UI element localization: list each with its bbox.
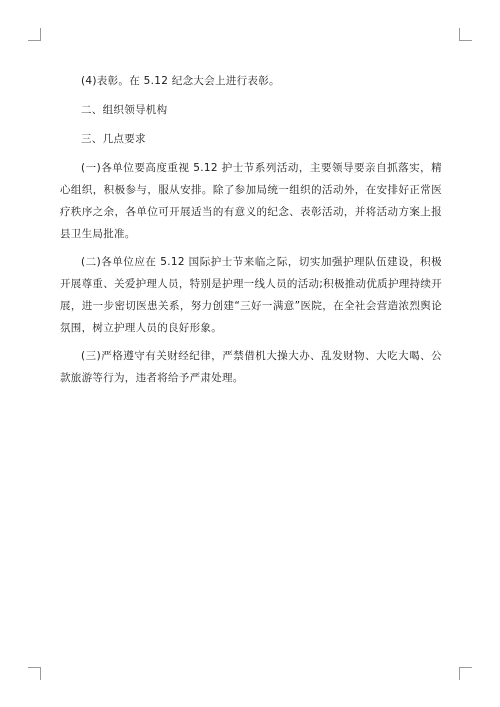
section-heading-organization: 二、组织领导机构 bbox=[81, 104, 168, 116]
crop-mark-top-right bbox=[459, 28, 472, 41]
paragraph-requirement-3: (三)严格遵守有关财经纪律，严禁借机大操大办、乱发财物、大吃大喝、公款旅游等行为，违者将给予严肃处理。 bbox=[60, 350, 442, 384]
paragraph-requirement-1: (一)各单位要高度重视 5.12 护士节系列活动，主要领导要亲自抓落实，精心组织，积极参与，服从安排。除了参加局统一组织的活动外，在安排好正常医疗秩序之余，各单位可开展适当的有意义的纪念、表彰活动，并将活动方案上报县卫生局批准。 bbox=[60, 162, 442, 240]
paragraph-requirement-2: (二)各单位应在 5.12 国际护士节来临之际，切实加强护理队伍建设，积极开展尊重、关爱护理人员，特别是护理一线人员的活动;积极推动优质护理持续开展，进一步密切医患关系，努力创建“三好一满意”医院，在全社会营造浓烈舆论氛围，树立护理人员的良好形象。 bbox=[60, 256, 442, 334]
crop-mark-bottom-left bbox=[28, 667, 41, 680]
section-heading-requirements: 三、几点要求 bbox=[81, 133, 146, 145]
document-body bbox=[60, 70, 442, 395]
crop-mark-top-left bbox=[28, 28, 41, 41]
crop-mark-bottom-right bbox=[459, 667, 472, 680]
paragraph-commendation: (4)表彰。在 5.12 纪念大会上进行表彰。 bbox=[81, 75, 280, 87]
